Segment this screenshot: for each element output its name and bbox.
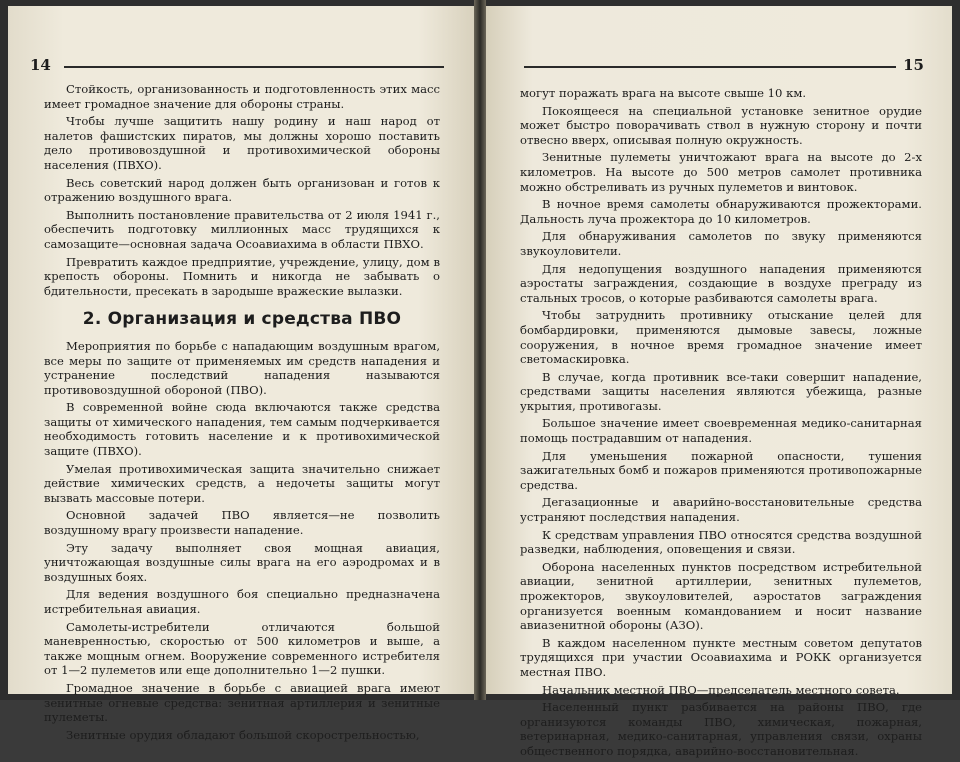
right-paragraph: В каждом населенном пункте местным советом депутатов трудящихся при участии Осоавиахима и РОКК организуется местная ПВО. [520, 635, 922, 679]
left-paragraph: Зенитные орудия обладают большой скорострельностью, [66, 727, 420, 742]
left-paragraph: Основной задачей ПВО является—не позволить воздушному врагу произвести нападение. [44, 508, 440, 538]
right-paragraph: Для уменьшения пожарной опасности, тушения зажигательных бомб и пожаров применяются противопожарные средства. [520, 448, 922, 492]
book-gutter [474, 0, 486, 700]
left-page [8, 6, 474, 742]
left-paragraph: Умелая противохимическая защита значительно снижает действие химических средств, а недочеты защиты могут вызвать массовые потери. [44, 461, 440, 505]
right-page [486, 6, 952, 758]
right-paragraph: Зенитные пулеметы уничтожают врага на высоте до 2-х километров. На высоте до 500 метров самолет противника можно обстреливать из ручных пулеметов и винтовок. [520, 150, 922, 194]
right-paragraph: Населенный пункт разбивается на районы ПВО, где организуются команды ПВО, химическая, пожарная, ветеринарная, медико-санитарная, управления связи, охраны общественного порядка, аварийно-восстановительная. [520, 700, 922, 758]
left-paragraph: Для ведения воздушного боя специально предназначена истребительная авиация. [44, 587, 440, 616]
right-paragraph: Для недопущения воздушного нападения применяются аэростаты заграждения, создающие в воздухе преграду из стальных тросов, о которые разбиваются самолеты врага. [520, 261, 922, 305]
right-paragraph: Большое значение имеет своевременная медико-санитарная помощь пострадавшим от нападения. [520, 416, 922, 446]
left-header-rule [64, 66, 444, 68]
left-paragraph: Самолеты-истребители отличаются большой маневренностью, скоростью от 500 километров и выше, а также мощным огнем. Вооружение современного истребителя от 1—2 пулеметов или еще дополнительно 1—2 пушки. [44, 619, 440, 678]
right-paragraph: Оборона населенных пунктов посредством истребительной авиации, зенитной артиллерии, зенитных пулеметов, прожекторов, звукоуловителей, аэростатов заграждения организуется военным командованием и носит название авиазенитной обороны (АЗО). [520, 559, 922, 633]
section-heading: 2. Организация и средства ПВО [82, 309, 402, 330]
right-paragraph: В ночное время самолеты обнаруживаются прожекторами. Дальность луча прожектора до 10 километров. [520, 197, 922, 226]
right-header-rule [524, 66, 896, 68]
left-page-number: 14 [30, 56, 51, 74]
right-paragraph: Чтобы затруднить противнику отыскание целей для бомбардировки, применяются дымовые завесы, ложные сооружения, в ночное время громадное значение имеет светомаскировка. [520, 308, 922, 367]
left-paragraph: Чтобы лучше защитить нашу родину и наш народ от налетов фашистских пиратов, мы должны хорошо поставить дело противовоздушной и противохимической обороны населения (ПВХО). [44, 114, 440, 172]
left-paragraph: Эту задачу выполняет своя мощная авиация, уничтожающая воздушные силы врага на его аэродромах и в воздушных боях. [44, 540, 440, 584]
right-continuation: могут поражать врага на высоте свыше 10 км. [520, 86, 807, 100]
right-paragraph: Начальник местной ПВО—председатель местного совета. [542, 682, 900, 697]
left-paragraph: Выполнить постановление правительства от 2 июля 1941 г., обеспечить подготовку миллионных масс трудящихся к самозащите—основная задача Осоавиахима в области ПВХО. [44, 207, 440, 251]
right-paragraph: Для обнаруживания самолетов по звуку применяются звукоуловители. [520, 229, 922, 258]
left-paragraph: Превратить каждое предприятие, учреждение, улицу, дом в крепость обороны. Помнить и никогда не забывать о бдительности, пресекать в зародыше вражеские вылазки. [44, 254, 440, 298]
right-page-text [520, 86, 922, 762]
right-paragraph: В случае, когда противник все-таки совершит нападение, средствами защиты населения являются убежища, разные укрытия, противогазы. [520, 369, 922, 413]
left-page-text [44, 82, 440, 745]
right-page-number: 15 [903, 56, 924, 74]
right-paragraph: К средствам управления ПВО относятся средства воздушной разведки, наблюдения, оповещения и связи. [520, 527, 922, 557]
right-paragraph: Покоящееся на специальной установке зенитное орудие может быстро поворачивать ствол в нужную сторону и почти отвесно вверх, описывая полную окружность. [520, 103, 922, 147]
left-paragraph: Стойкость, организованность и подготовленность этих масс имеет громадное значение для обороны страны. [44, 82, 440, 111]
left-paragraph: Весь советский народ должен быть организован и готов к отражению воздушного врага. [44, 175, 440, 205]
left-paragraph: Мероприятия по борьбе с нападающим воздушным врагом, все меры по защите от применяемых им средств нападения и устранение последствий нападения называются противовоздушной обороной (ПВО). [44, 338, 440, 397]
left-paragraph: Громадное значение в борьбе с авиацией врага имеют зенитные огневые средства: зенитная артиллерия и зенитные пулеметы. [44, 680, 440, 725]
left-paragraph: В современной войне сюда включаются также средства защиты от химического нападения, тем самым подчеркивается необходимость готовить население и к противохимической защите (ПВХО). [44, 400, 440, 459]
right-paragraph: Дегазационные и аварийно-восстановительные средства устраняют последствия нападения. [520, 495, 922, 525]
